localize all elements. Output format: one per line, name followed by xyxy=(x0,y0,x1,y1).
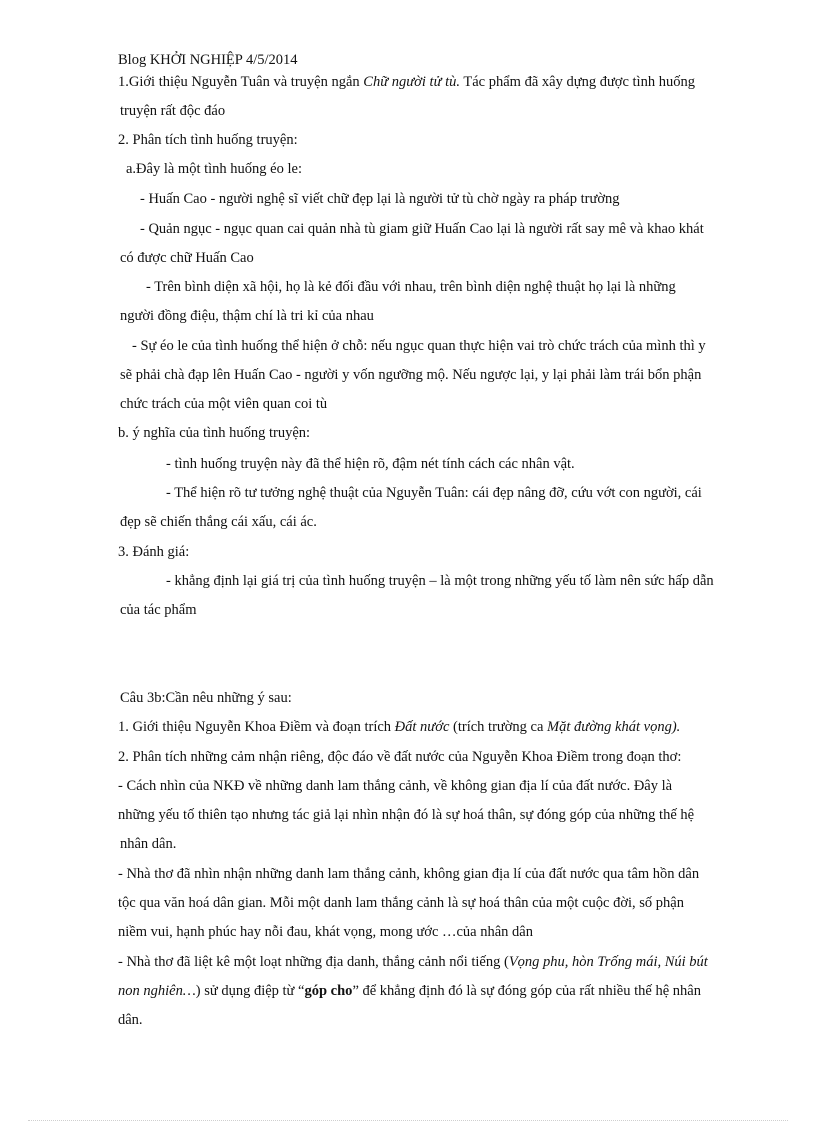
paragraph-line: đẹp sẽ chiến thắng cái xấu, cái ác. xyxy=(120,514,317,530)
bullet-line xyxy=(118,953,708,971)
bullet-line: - Thể hiện rõ tư tưởng nghệ thuật của Nguyễn Tuân: cái đẹp nâng đỡ, cứu vớt con người, cái xyxy=(166,485,702,501)
paragraph-line: có được chữ Huấn Cao xyxy=(120,250,254,266)
paragraph-line: sẽ phải chà đạp lên Huấn Cao - người y vốn ngưỡng mộ. Nếu ngược lại, y lại phải làm trái bổn phận xyxy=(120,367,702,383)
place-names: non nghiên… xyxy=(118,983,196,999)
question-heading: Câu 3b:Cần nêu những ý sau: xyxy=(120,690,292,706)
paragraph-line: nhân dân. xyxy=(120,836,177,852)
text-segment: (trích trường ca xyxy=(449,719,548,735)
bullet-line: - Quản ngục - ngục quan cai quản nhà tù giam giữ Huấn Cao lại là người rất say mê và khao khát xyxy=(140,221,704,237)
text-segment: ) sử dụng điệp từ “ xyxy=(195,983,305,999)
text-segment: ” để khẳng định đó là sự đóng góp của rất nhiều thế hệ nhân xyxy=(352,983,701,999)
work-title: Chữ người tử tù. xyxy=(363,74,461,90)
paragraph-line xyxy=(118,718,680,736)
paragraph-line: truyện rất độc đáo xyxy=(120,103,226,119)
text-segment: 1.Giới thiệu Nguyễn Tuân và truyện ngắn xyxy=(118,74,364,90)
paragraph-line xyxy=(118,982,701,1000)
paragraph-line: chức trách của một viên quan coi tù xyxy=(120,396,328,412)
bullet-line: - Trên bình diện xã hội, họ là kẻ đối đầu với nhau, trên bình diện nghệ thuật họ lại là những xyxy=(146,279,676,295)
work-title: Đất nước xyxy=(394,719,450,735)
bullet-line: - Cách nhìn của NKĐ về những danh lam thắng cảnh, về không gian địa lí của đất nước. Đây là xyxy=(118,778,673,794)
text-segment: - Nhà thơ đã liệt kê một loạt những địa danh, thắng cảnh nổi tiếng ( xyxy=(118,954,509,970)
paragraph-line: niềm vui, hạnh phúc hay nỗi đau, khát vọng, mong ước …của nhân dân xyxy=(118,924,533,940)
text-segment: 1. Giới thiệu Nguyễn Khoa Điềm và đoạn trích xyxy=(118,719,395,735)
page-footer-rule xyxy=(28,1120,788,1121)
bullet-line: - Huấn Cao - người nghệ sĩ viết chữ đẹp lại là người tử tù chờ ngày ra pháp trường xyxy=(140,191,620,207)
bullet-line: - khẳng định lại giá trị của tình huống truyện – là một trong những yếu tố làm nên sức hấp dẫn xyxy=(166,573,714,589)
subsection-heading: b. ý nghĩa của tình huống truyện: xyxy=(118,425,311,441)
bullet-line: - Sự éo le của tình huống thể hiện ở chỗ: nếu ngục quan thực hiện vai trò chức trách của mình thì y xyxy=(132,338,706,354)
paragraph-line: 2. Phân tích những cảm nhận riêng, độc đáo về đất nước của Nguyễn Khoa Điềm trong đoạn thơ: xyxy=(118,749,682,765)
bullet-line: - Nhà thơ đã nhìn nhận những danh lam thắng cảnh, không gian địa lí của đất nước qua tâm hồn dân xyxy=(118,866,700,882)
paragraph-line xyxy=(118,73,695,91)
paragraph-line: dân. xyxy=(118,1012,143,1028)
paragraph-line: người đồng điệu, thậm chí là tri kỉ của nhau xyxy=(120,308,374,324)
blog-title: Blog KHỞI NGHIỆP 4/5/2014 xyxy=(118,52,298,68)
section-heading: 3. Đánh giá: xyxy=(118,544,190,560)
work-title: Mặt đường khát vọng). xyxy=(547,719,681,735)
place-names: Vọng phu, hòn Trống mái, Núi bút xyxy=(508,954,708,970)
paragraph-line: tộc qua văn hoá dân gian. Mỗi một danh lam thắng cảnh là sự hoá thân của một cuộc đời, số phận xyxy=(118,895,684,911)
section-heading: 2. Phân tích tình huống truyện: xyxy=(118,132,298,148)
bullet-line: - tình huống truyện này đã thể hiện rõ, đậm nét tính cách các nhân vật. xyxy=(166,456,575,472)
paragraph-line: những yếu tố thiên tạo nhưng tác giả lại nhìn nhận đó là sự hoá thân, sự đóng góp của những thế hệ xyxy=(118,807,695,823)
paragraph-line: của tác phẩm xyxy=(120,602,197,618)
text-segment: Tác phẩm đã xây dựng được tình huống xyxy=(460,74,695,90)
subsection-heading: a.Đây là một tình huống éo le: xyxy=(126,161,302,177)
emphasis-phrase: góp cho xyxy=(304,983,353,999)
